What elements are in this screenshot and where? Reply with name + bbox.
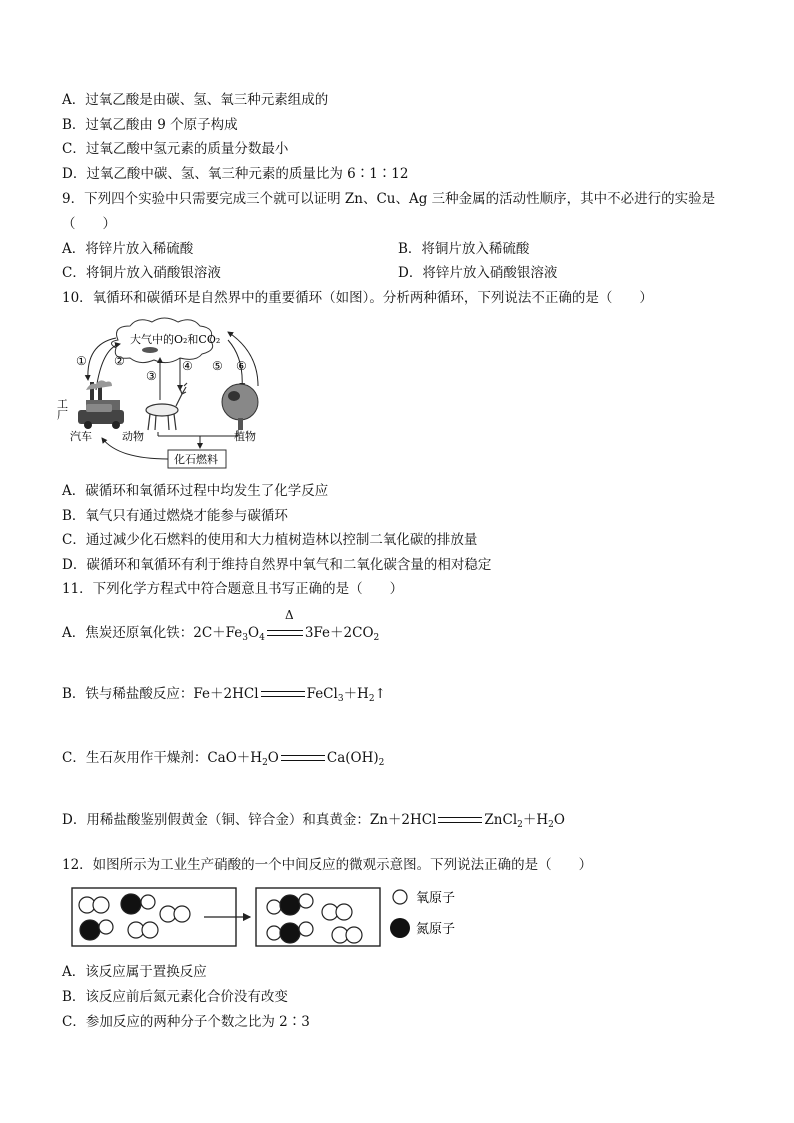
q9-blank: （ ） [62,216,116,232]
q8-option-a: A．过氧乙酸是由碳、氢、氧三种元素组成的 [62,92,329,108]
legend-oxygen: 氧原子 [416,891,456,906]
num-6: ⑥ [236,359,247,373]
q11-stem: 11．下列化学方程式中符合题意且书写正确的是（ ） [62,581,404,597]
num-2: ② [114,354,125,368]
deer-icon [146,383,187,430]
q8-option-b: B．过氧乙酸由 9 个原子构成 [62,117,238,133]
q9-option-c: C．将铜片放入硝酸银溶液 [62,265,221,281]
q11-option-a: A．焦炭还原氧化铁：$2C+Fe_3O_4$ $3Fe+2CO_2$ [62,625,380,643]
factory-label: 工厂 [55,398,69,420]
tree-icon [222,384,258,430]
cloud-label: 大气中的O₂和CO₂ [130,333,221,346]
num-4: ④ [182,359,193,373]
q10-option-d: D．碳循环和氧循环有利于维持自然界中氧气和二氧化碳含量的相对稳定 [62,557,492,573]
fossil-label: 化石燃料 [174,453,218,466]
num-3: ③ [146,369,157,383]
smoke-icon [142,347,158,353]
q11-c-prefix: C．生石灰用作干燥剂： [62,750,208,766]
q11-option-b: B．铁与稀盐酸反应：Fe＋2HCl $FeCl_3+H_2↑$ [62,686,386,704]
q12-stem: 12．如图所示为工业生产硝酸的一个中间反应的微观示意图。下列说法正确的是（ ） [62,857,593,873]
q10-option-a: A．碳循环和氧循环过程中均发生了化学反应 [62,483,329,499]
q9-option-b: B．将铜片放入稀硫酸 [398,241,530,257]
car-label: 汽车 [70,430,92,443]
legend-nitrogen: 氮原子 [416,922,456,937]
animal-label: 动物 [122,430,144,443]
q12-option-c: C．参加反应的两种分子个数之比为 2∶3 [62,1014,310,1030]
q8-option-d: D．过氧乙酸中碳、氢、氧三种元素的质量比为 6∶1∶12 [62,166,409,182]
q11-d-prefix: D．用稀盐酸鉴别假黄金（铜、锌合金）和真黄金： [62,812,370,828]
q12-option-a: A．该反应属于置换反应 [62,964,207,980]
plant-label: 植物 [234,430,256,443]
oxygen-atom-icon [393,890,407,904]
num-5: ⑤ [212,359,223,373]
q8-option-c: C．过氧乙酸中氢元素的质量分数最小 [62,141,289,157]
nitrogen-atom-icon [390,918,410,938]
q11-a-prefix: A．焦炭还原氧化铁： [62,625,194,641]
q11-option-d: D．用稀盐酸鉴别假黄金（铜、锌合金）和真黄金：Zn＋2HCl $ZnCl_2+H_2O$ [62,812,565,830]
q10-option-c: C．通过减少化石燃料的使用和大力植树造林以控制二氧化碳的排放量 [62,532,478,548]
q11-b-prefix: B．铁与稀盐酸反应： [62,686,194,702]
q12-option-b: B．该反应前后氮元素化合价没有改变 [62,989,288,1005]
micro-reaction-diagram [66,880,486,956]
q11-option-c: C．生石灰用作干燥剂：$CaO+H_2O$ $Ca(OH)_2$ [62,750,385,768]
num-1: ① [76,354,87,368]
q10-stem: 10．氧循环和碳循环是自然界中的重要循环（如图）。分析两种循环，下列说法不正确的是（ ） [62,290,653,306]
q9-option-a: A．将锌片放入稀硫酸 [62,241,194,257]
carbon-oxygen-cycle-diagram [55,318,278,478]
q9-option-d: D．将锌片放入硝酸银溶液 [398,265,558,281]
q11-a-condition: Δ [285,608,294,622]
q9-stem: 9．下列四个实验中只需要完成三个就可以证明 Zn、Cu、Ag 三种金属的活动性顺序，其中不必进行的实验是 [62,191,716,207]
q10-option-b: B．氧气只有通过燃烧才能参与碳循环 [62,508,288,524]
